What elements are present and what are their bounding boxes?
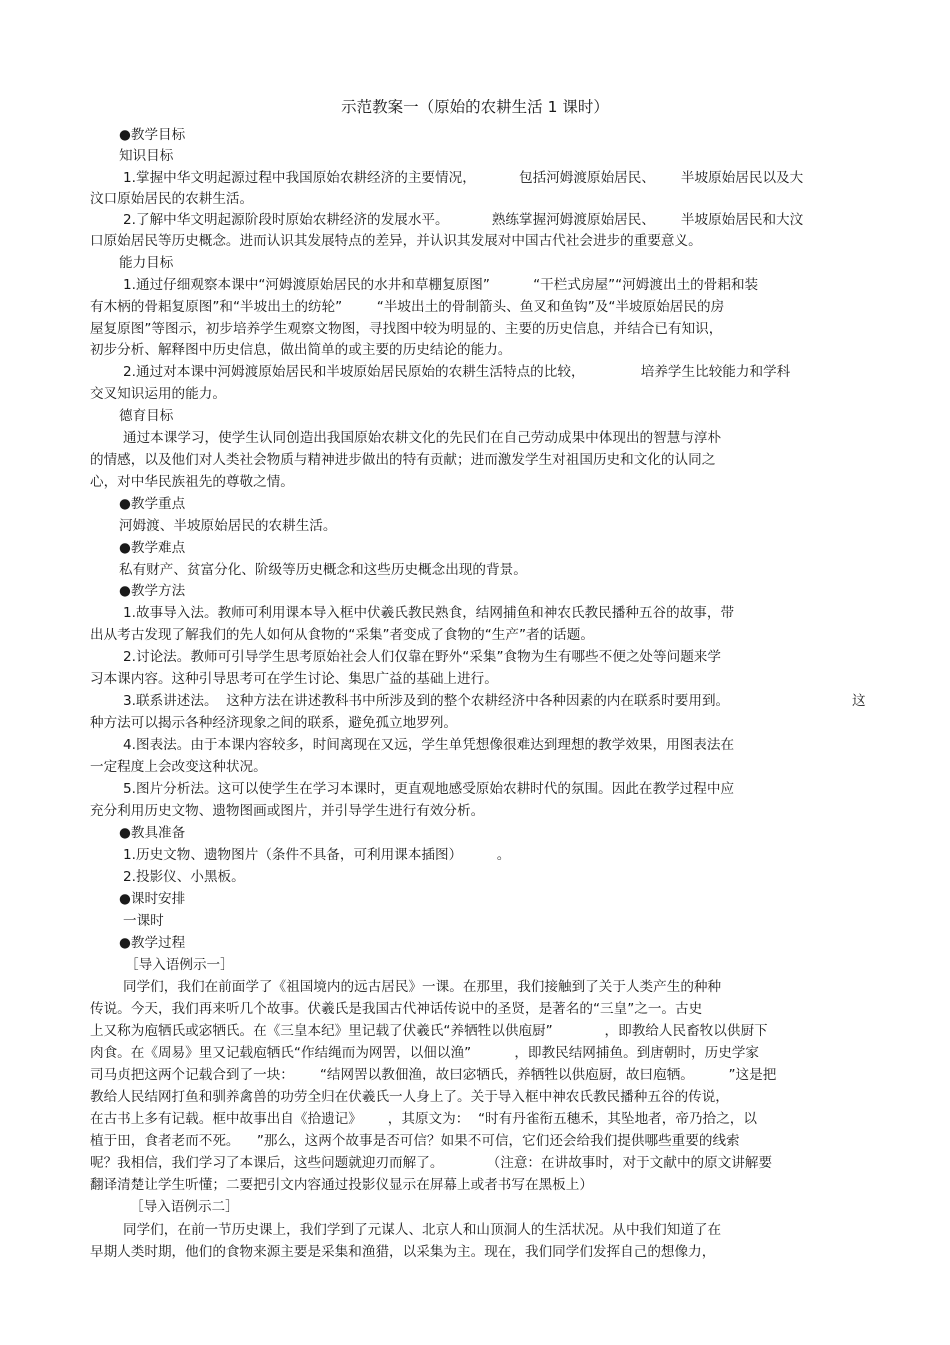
document-line: 口原始居民等历史概念。进而认识其发展特点的差异，并认识其发展对中国古代社会进步的重要意义。 (90, 233, 702, 249)
document-line: 习本课内容。这种引导思考可在学生讨论、集思广益的基础上进行。 (90, 671, 498, 687)
document-line: 3.联系讲述法。 这种方法在讲述教科书中所涉及到的整个农耕经济中各种因素的内在联系时要用到。 (123, 693, 730, 709)
document-line: 知识目标 (119, 148, 174, 164)
document-line: 同学们，我们在前面学了《祖国境内的远古居民》一课。在那里，我们接触到了关于人类产生的种种 (123, 979, 722, 995)
document-line: 通过本课学习，使学生认同创造出我国原始农耕文化的先民们在自己劳动成果中体现出的智慧与淳朴 (123, 430, 722, 446)
document-line: 这 (852, 693, 866, 709)
document-line: 4.图表法。由于本课内容较多，时间离现在又远，学生单凭想像很难达到理想的教学效果，用图表法在 (123, 737, 735, 753)
document-line: 2.讨论法。教师可引导学生思考原始社会人们仅靠在野外“采集”食物为生有哪些不便之处等问题来学 (123, 649, 721, 665)
document-line: 上又称为庖牺氏或宓牺氏。在《三皇本纪》里记载了伏羲氏“养牺牲以供庖厨” ，即教给人民畜牧以供厨下 (90, 1023, 768, 1039)
document-line: ●教学目标 (119, 127, 186, 143)
document-line: 屋复原图”等图示，初步培养学生观察文物图，寻找图中较为明显的、主要的历史信息，并结合已有知识， (90, 321, 723, 337)
document-line: ●教学重点 (119, 496, 186, 512)
document-line: 种方法可以揭示各种经济现象之间的联系，避免孤立地罗列。 (90, 715, 458, 731)
document-line: 河姆渡、半坡原始居民的农耕生活。 (119, 518, 337, 534)
document-line: 能力目标 (119, 255, 174, 271)
document-line: 植于田，食者老而不死。 ”那么，这两个故事是否可信？如果不可信，它们还会给我们提供哪些重要的线索 (90, 1133, 740, 1149)
document-line: 司马贞把这两个记载合到了一块： “结网罟以教佃渔，故曰宓牺氏，养牺牲以供庖厨，故曰庖牺。 ”这是把 (90, 1067, 777, 1083)
document-line: 2.通过对本课中河姆渡原始居民和半坡原始居民原始的农耕生活特点的比较， 培养学生比较能力和学科 (123, 364, 791, 380)
document-line: 充分利用历史文物、遗物图画或图片，并引导学生进行有效分析。 (90, 803, 485, 819)
document-line: 教给人民结网打鱼和驯养禽兽的功劳全归在伏羲氏一人身上了。关于导入框中神农氏教民播种五谷的传说， (90, 1089, 729, 1105)
document-line: ●教学过程 (119, 935, 186, 951)
document-line: 传说。今天，我们再来听几个故事。伏羲氏是我国古代神话传说中的圣贤，是著名的“三皇”之一。古史 (90, 1001, 703, 1017)
document-line: 翻译清楚让学生听懂；二要把引文内容通过投影仪显示在屏幕上或者书写在黑板上） (90, 1177, 593, 1193)
document-line: 汶口原始居民的农耕生活。 (90, 191, 254, 207)
document-line: 肉食。在《周易》里又记载庖牺氏“作结绳而为网罟，以佃以渔” ，即教民结网捕鱼。到唐朝时，历史学家 (90, 1045, 760, 1061)
document-line: 5.图片分析法。这可以使学生在学习本课时，更直观地感受原始农耕时代的氛围。因此在教学过程中应 (123, 781, 735, 797)
document-line: 1.掌握中华文明起源过程中我国原始农耕经济的主要情况， 包括河姆渡原始居民、 半坡原始居民以及大 (123, 170, 804, 186)
document-line: 一定程度上会改变这种状况。 (90, 759, 267, 775)
document-line: 有木柄的骨耜复原图”和“半坡出土的纺轮” “半坡出土的骨制箭头、鱼叉和鱼钩”及“半坡原始居民的房 (90, 299, 725, 315)
document-line: ●教学难点 (119, 540, 186, 556)
document-line: ●教学方法 (119, 583, 186, 599)
document-line: 1.通过仔细观察本课中“河姆渡原始居民的水井和草棚复原图” “干栏式房屋”“河姆渡出土的骨耜和装 (123, 277, 759, 293)
document-line: ●课时安排 (119, 891, 186, 907)
document-line: ［导入语例示二］ (130, 1199, 239, 1215)
document-line: 初步分析、解释图中历史信息，做出简单的或主要的历史结论的能力。 (90, 342, 512, 358)
document-line: ［导入语例示一］ (125, 957, 234, 973)
document-line: 1.历史文物、遗物图片（条件不具备，可利用课本插图） 。 (123, 847, 511, 863)
document-line: 早期人类时期，他们的食物来源主要是采集和渔猎，以采集为主。现在，我们同学们发挥自己的想像力， (90, 1244, 716, 1260)
document-line: 交叉知识运用的能力。 (90, 386, 226, 402)
document-line: 私有财产、贫富分化、阶级等历史概念和这些历史概念出现的背景。 (119, 562, 527, 578)
document-line: 德育目标 (119, 408, 174, 424)
document-line: ●教具准备 (119, 825, 186, 841)
document-line: 同学们，在前一节历史课上，我们学到了元谋人、北京人和山顶洞人的生活状况。从中我们知道了在 (123, 1222, 722, 1238)
document-line: 的情感，以及他们对人类社会物质与精神进步做出的特有贡献；进而激发学生对祖国历史和文化的认同之 (90, 452, 716, 468)
document-line: 2.投影仪、小黑板。 (123, 869, 245, 885)
page-title: 示范教案一（原始的农耕生活 1 课时） (341, 98, 609, 116)
document-line: 呢？我相信，我们学习了本课后，这些问题就迎刃而解了。 （注意：在讲故事时，对于文献中的原文讲解要 (90, 1155, 773, 1171)
document-line: 1.故事导入法。教师可利用课本导入框中伏羲氏教民熟食，结网捕鱼和神农氏教民播种五谷的故事，带 (123, 605, 735, 621)
document-line: 出从考古发现了解我们的先人如何从食物的“采集”者变成了食物的“生产”者的话题。 (90, 627, 594, 643)
document-line: 一课时 (123, 913, 164, 929)
document-line: 在古书上多有记载。框中故事出自《拾遗记》 ，其原文为： “时有丹雀衔五穗禾，其坠地者，帝乃拾之，以 (90, 1111, 757, 1127)
document-line: 2.了解中华文明起源阶段时原始农耕经济的发展水平。 熟练掌握河姆渡原始居民、 半坡原始居民和大汶 (123, 212, 804, 228)
document-line: 心，对中华民族祖先的尊敬之情。 (90, 474, 294, 490)
